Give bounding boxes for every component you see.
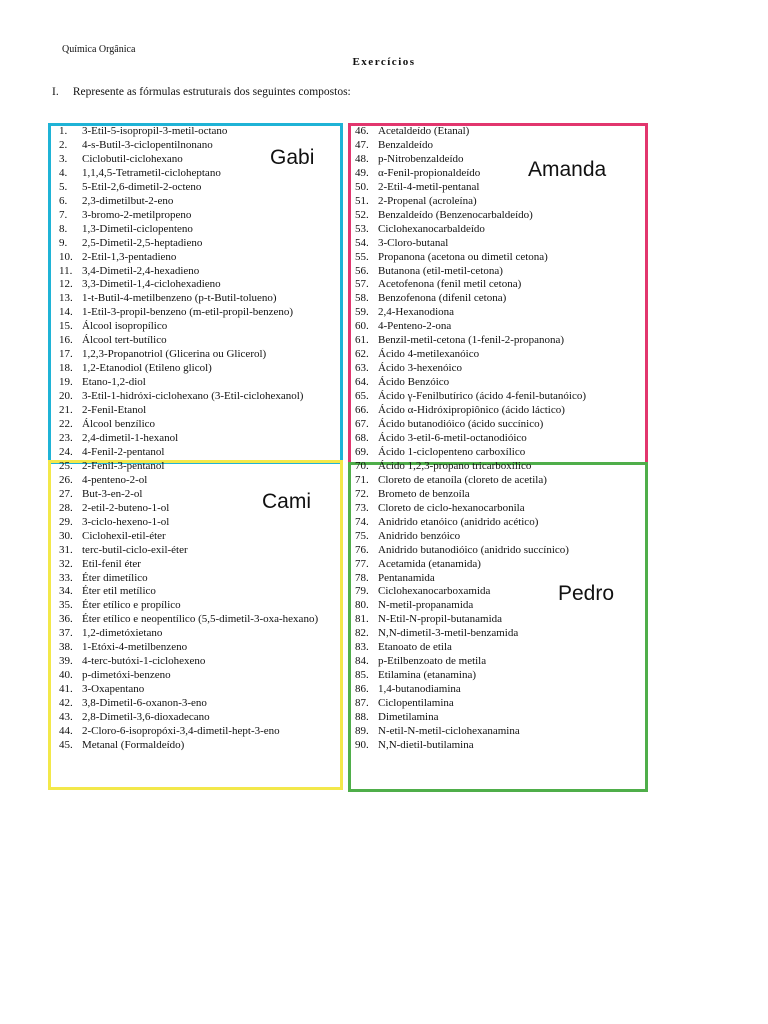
compound-number: 56.	[355, 264, 369, 277]
compound-number: 62.	[355, 348, 369, 361]
compound-name: 3-Etil-5-isopropil-3-metil-octano	[82, 125, 228, 137]
compound-number: 2.	[59, 138, 68, 151]
compound-name: 2,3-dimetilbut-2-eno	[82, 194, 174, 207]
compound-number: 1.	[59, 125, 68, 137]
compound-item	[59, 195, 339, 209]
compound-item	[59, 390, 339, 404]
compound-number: 3.	[59, 152, 68, 165]
compound-name: Pentanamida	[378, 571, 435, 584]
compound-number: 76.	[355, 543, 369, 556]
compound-number: 75.	[355, 529, 369, 542]
compound-number: 78.	[355, 571, 369, 584]
compound-item	[59, 572, 339, 586]
compound-number: 90.	[355, 738, 369, 751]
compound-item	[59, 530, 339, 544]
group-label-cami: Cami	[262, 490, 312, 513]
compound-item	[355, 209, 645, 223]
compound-item	[355, 572, 645, 586]
compound-number: 22.	[59, 418, 73, 431]
compound-item	[59, 613, 339, 627]
compound-item	[59, 669, 339, 683]
compound-number: 73.	[355, 501, 369, 514]
compound-number: 59.	[355, 306, 369, 319]
compound-item	[59, 432, 339, 446]
compound-name: Anidrido butanodióico (anidrido succínico)	[378, 543, 569, 556]
compound-number: 74.	[355, 515, 369, 528]
compound-name: 2-Propenal (acroleína)	[378, 194, 477, 207]
compound-item	[59, 292, 339, 306]
compound-number: 29.	[59, 515, 73, 528]
compound-number: 77.	[355, 557, 369, 570]
compound-item	[355, 460, 645, 474]
compound-number: 53.	[355, 222, 369, 235]
compound-number: 6.	[59, 194, 68, 207]
compound-number: 67.	[355, 418, 369, 431]
compound-item	[355, 292, 645, 306]
compound-number: 60.	[355, 320, 369, 333]
compound-number: 85.	[355, 669, 369, 682]
compound-name: 1-Etóxi-4-metilbenzeno	[82, 641, 188, 654]
compound-item	[59, 599, 339, 613]
compound-number: 34.	[59, 585, 73, 598]
compound-item	[355, 320, 645, 334]
compound-name: 4-penteno-2-ol	[82, 473, 148, 486]
compound-item	[59, 655, 339, 669]
compound-item	[59, 641, 339, 655]
compound-number: 49.	[355, 166, 369, 179]
compound-number: 17.	[59, 348, 73, 361]
compound-number: 32.	[59, 557, 73, 570]
compound-item	[59, 460, 339, 474]
compound-name: But-3-en-2-ol	[82, 487, 143, 500]
compound-name: 1,4-butanodiamina	[378, 683, 461, 696]
compound-name: Álcool isopropílico	[82, 320, 168, 333]
compound-item	[59, 558, 339, 572]
compound-number: 28.	[59, 501, 73, 514]
compound-number: 69.	[355, 445, 369, 458]
compound-number: 26.	[59, 473, 73, 486]
compound-number: 63.	[355, 362, 369, 375]
compound-name: p-Etilbenzoato de metila	[378, 655, 487, 668]
instruction	[52, 86, 351, 98]
compound-name: Metanal (Formaldeído)	[82, 738, 185, 751]
compound-name: p-dimetóxi-benzeno	[82, 669, 171, 682]
compound-item	[355, 237, 645, 251]
compound-item	[355, 544, 645, 558]
compound-name: 1,3-Dimetil-ciclopenteno	[82, 222, 193, 235]
compound-name: N,N-dietil-butilamina	[378, 738, 474, 751]
compound-number: 43.	[59, 711, 73, 724]
compound-item	[59, 474, 339, 488]
compound-item	[355, 251, 645, 265]
instruction-number: I.	[52, 86, 59, 98]
compound-number: 18.	[59, 362, 73, 375]
compound-number: 57.	[355, 278, 369, 291]
compound-item	[355, 739, 645, 753]
compound-name: Éter etil metílico	[82, 585, 156, 598]
compound-item	[355, 711, 645, 725]
compound-item	[59, 181, 339, 195]
compound-item	[355, 655, 645, 669]
compound-item	[355, 278, 645, 292]
compound-name: Ciclopentilamina	[378, 697, 454, 710]
compound-name: Propanona (acetona ou dimetil cetona)	[378, 250, 548, 263]
compound-item	[355, 446, 645, 460]
compound-name: Éter dimetílico	[82, 571, 148, 584]
subject-label: Química Orgânica	[62, 44, 136, 55]
compound-item	[355, 167, 645, 181]
compound-number: 41.	[59, 683, 73, 696]
compound-number: 45.	[59, 738, 73, 751]
compound-item	[355, 558, 645, 572]
compound-number: 51.	[355, 194, 369, 207]
compound-name: Ácido α-Hidróxipropiônico (ácido láctico)	[378, 404, 565, 417]
compound-item	[355, 362, 645, 376]
compound-item	[59, 139, 339, 153]
compound-name: 1,2-dimetóxietano	[82, 627, 163, 640]
compound-name: 4-terc-butóxi-1-ciclohexeno	[82, 655, 206, 668]
compound-name: Etil-fenil éter	[82, 557, 141, 570]
compound-number: 86.	[355, 683, 369, 696]
compound-item	[59, 362, 339, 376]
compound-name: 1,2-Etanodiol (Etileno glicol)	[82, 362, 212, 375]
group-label-amanda: Amanda	[528, 158, 607, 181]
compound-name: Acetaldeído (Etanal)	[378, 125, 470, 137]
compound-number: 84.	[355, 655, 369, 668]
compound-item	[59, 251, 339, 265]
compound-name: 2,4-dimetil-1-hexanol	[82, 431, 179, 444]
compound-item	[355, 641, 645, 655]
compound-item	[355, 153, 645, 167]
compound-item	[59, 320, 339, 334]
compound-name: 2,5-Dimetil-2,5-heptadieno	[82, 236, 203, 249]
compound-name: Ácido butanodióico (ácido succínico)	[378, 418, 544, 431]
compound-number: 71.	[355, 473, 369, 486]
compound-item	[59, 237, 339, 251]
compound-list-right	[355, 125, 645, 753]
compound-name: p-Nitrobenzaldeído	[378, 152, 464, 165]
compound-item	[355, 585, 645, 599]
compound-item	[59, 209, 339, 223]
compound-name: Butanona (etil-metil-cetona)	[378, 264, 503, 277]
compound-name: N-etil-N-metil-ciclohexanamina	[378, 724, 520, 737]
compound-item	[59, 725, 339, 739]
compound-name: 2-Etil-1,3-pentadieno	[82, 250, 177, 263]
compound-name: 3-Cloro-butanal	[378, 236, 449, 249]
compound-number: 46.	[355, 125, 369, 137]
compound-name: 2-Etil-4-metil-pentanal	[378, 180, 480, 193]
compound-number: 48.	[355, 152, 369, 165]
compound-name: Ciclohexanocarbaldeído	[378, 222, 485, 235]
compound-name: Ácido Benzóico	[378, 376, 450, 389]
compound-item	[59, 516, 339, 530]
compound-number: 36.	[59, 613, 73, 626]
compound-number: 40.	[59, 669, 73, 682]
compound-number: 58.	[355, 292, 369, 305]
compound-item	[355, 306, 645, 320]
compound-item	[355, 139, 645, 153]
compound-name: Cloreto de ciclo-hexanocarbonila	[378, 501, 525, 514]
compound-name: Anidrido benzóico	[378, 529, 461, 542]
compound-number: 33.	[59, 571, 73, 584]
compound-name: 3,8-Dimetil-6-oxanon-3-eno	[82, 697, 207, 710]
compound-item	[59, 278, 339, 292]
compound-item	[59, 404, 339, 418]
compound-number: 8.	[59, 222, 68, 235]
compound-item	[355, 265, 645, 279]
compound-name: 2-Fenil-Etanol	[82, 404, 147, 417]
compound-name: 3-bromo-2-metilpropeno	[82, 208, 192, 221]
compound-item	[59, 739, 339, 753]
compound-name: 4-s-Butil-3-ciclopentilnonano	[82, 138, 213, 151]
compound-item	[355, 683, 645, 697]
compound-number: 81.	[355, 613, 369, 626]
compound-number: 50.	[355, 180, 369, 193]
compound-name: 4-Fenil-2-pentanol	[82, 445, 165, 458]
compound-number: 14.	[59, 306, 73, 319]
compound-item	[59, 376, 339, 390]
compound-name: Anidrido etanóico (anidrido acético)	[378, 515, 539, 528]
compound-item	[355, 669, 645, 683]
compound-name: N,N-dimetil-3-metil-benzamida	[378, 627, 519, 640]
compound-name: 2,8-Dimetil-3,6-dioxadecano	[82, 711, 210, 724]
compound-item	[59, 446, 339, 460]
compound-number: 11.	[59, 264, 73, 277]
compound-number: 65.	[355, 390, 369, 403]
compound-name: Acetofenona (fenil metil cetona)	[378, 278, 522, 291]
compound-name: 2-etil-2-buteno-1-ol	[82, 501, 170, 514]
compound-item	[355, 390, 645, 404]
compound-number: 87.	[355, 697, 369, 710]
compound-number: 79.	[355, 585, 369, 598]
compound-name: 2-Cloro-6-isopropóxi-3,4-dimetil-hept-3-eno	[82, 724, 280, 737]
compound-name: Álcool benzílico	[82, 418, 156, 431]
compound-item	[59, 502, 339, 516]
compound-item	[355, 376, 645, 390]
compound-item	[59, 683, 339, 697]
compound-number: 82.	[355, 627, 369, 640]
compound-name: Éter etílico e propílico	[82, 599, 181, 612]
compound-number: 66.	[355, 404, 369, 417]
compound-name: 5-Etil-2,6-dimetil-2-octeno	[82, 180, 202, 193]
compound-name: Etano-1,2-diol	[82, 376, 146, 389]
compound-item	[355, 223, 645, 237]
compound-number: 80.	[355, 599, 369, 612]
compound-item	[59, 697, 339, 711]
compound-name: Ciclohexanocarboxamida	[378, 585, 491, 598]
compound-number: 54.	[355, 236, 369, 249]
compound-number: 24.	[59, 445, 73, 458]
compound-name: 2-Fenil-3-pentanol	[82, 459, 165, 472]
compound-name: Ácido 3-etil-6-metil-octanodióico	[378, 431, 527, 444]
compound-name: Ácido 4-metilexanóico	[378, 348, 480, 361]
compound-item	[355, 516, 645, 530]
compound-name: terc-butil-ciclo-exil-éter	[82, 543, 188, 556]
compound-name: Etilamina (etanamina)	[378, 669, 477, 682]
compound-name: 1,2,3-Propanotriol (Glicerina ou Glicerol)	[82, 348, 267, 361]
compound-name: N-Etil-N-propil-butanamida	[378, 613, 503, 626]
compound-item	[59, 627, 339, 641]
compound-name: 1,1,4,5-Tetrametil-cicloheptano	[82, 166, 221, 179]
compound-item	[59, 585, 339, 599]
compound-item	[59, 306, 339, 320]
compound-number: 52.	[355, 208, 369, 221]
compound-name: 3-ciclo-hexeno-1-ol	[82, 515, 170, 528]
compound-item	[355, 125, 645, 139]
compound-number: 68.	[355, 431, 369, 444]
compound-number: 10.	[59, 250, 73, 263]
compound-number: 5.	[59, 180, 68, 193]
compound-name: Benzil-metil-cetona (1-fenil-2-propanona)	[378, 334, 565, 347]
compound-name: 3,4-Dimetil-2,4-hexadieno	[82, 264, 200, 277]
compound-number: 31.	[59, 543, 73, 556]
compound-list-left	[59, 125, 339, 753]
compound-item	[355, 432, 645, 446]
compound-name: Ácido γ-Fenilbutírico (ácido 4-fenil-butanóico)	[378, 390, 586, 403]
compound-number: 70.	[355, 459, 369, 472]
compound-item	[355, 418, 645, 432]
compound-number: 25.	[59, 459, 73, 472]
compound-name: 4-Penteno-2-ona	[378, 320, 452, 333]
compound-item	[59, 488, 339, 502]
compound-item	[355, 334, 645, 348]
compound-number: 39.	[59, 655, 73, 668]
compound-number: 23.	[59, 431, 73, 444]
compound-item	[59, 348, 339, 362]
compound-number: 19.	[59, 376, 73, 389]
compound-number: 16.	[59, 334, 73, 347]
compound-name: Dimetilamina	[378, 711, 439, 724]
compound-number: 89.	[355, 724, 369, 737]
compound-name: Ciclohexil-etil-éter	[82, 529, 166, 542]
compound-item	[355, 530, 645, 544]
compound-item	[59, 167, 339, 181]
compound-number: 61.	[355, 334, 369, 347]
compound-item	[59, 125, 339, 139]
compound-name: Benzaldeído	[378, 138, 433, 151]
compound-item	[355, 181, 645, 195]
compound-number: 20.	[59, 390, 73, 403]
compound-item	[355, 599, 645, 613]
compound-number: 4.	[59, 166, 68, 179]
page-title: Exercícios	[352, 56, 416, 68]
compound-name: 3-Oxapentano	[82, 683, 145, 696]
compound-item	[355, 697, 645, 711]
instruction-text: Represente as fórmulas estruturais dos seguintes compostos:	[72, 86, 351, 98]
compound-name: Éter etílico e neopentílico (5,5-dimetil-3-oxa-hexano)	[82, 613, 319, 626]
compound-item	[59, 153, 339, 167]
compound-number: 55.	[355, 250, 369, 263]
compound-number: 37.	[59, 627, 73, 640]
compound-number: 38.	[59, 641, 73, 654]
compound-item	[355, 404, 645, 418]
compound-number: 44.	[59, 724, 73, 737]
compound-name: 1-t-Butil-4-metilbenzeno (p-t-Butil-tolueno)	[82, 292, 277, 305]
compound-name: Ácido 3-hexenóico	[378, 362, 462, 375]
compound-number: 7.	[59, 208, 68, 221]
compound-item	[355, 725, 645, 739]
compound-number: 13.	[59, 292, 73, 305]
compound-number: 27.	[59, 487, 73, 500]
group-label-pedro: Pedro	[558, 582, 615, 605]
compound-number: 12.	[59, 278, 73, 291]
compound-name: α-Fenil-propionaldeído	[378, 166, 481, 179]
compound-number: 42.	[59, 697, 73, 710]
compound-number: 72.	[355, 487, 369, 500]
compound-item	[355, 502, 645, 516]
compound-name: Ciclobutil-ciclohexano	[82, 152, 183, 165]
compound-item	[355, 474, 645, 488]
compound-number: 47.	[355, 138, 369, 151]
compound-number: 88.	[355, 711, 369, 724]
compound-number: 9.	[59, 236, 68, 249]
compound-name: Acetamida (etanamida)	[378, 557, 481, 570]
compound-name: Ácido 1,2,3-propano tricarboxílico	[378, 459, 532, 472]
compound-item	[59, 544, 339, 558]
compound-item	[355, 613, 645, 627]
compound-name: Brometo de benzoíla	[378, 487, 470, 500]
compound-name: Álcool tert-butílico	[82, 334, 167, 347]
compound-item	[59, 418, 339, 432]
compound-name: 3-Etil-1-hidróxi-ciclohexano (3-Etil-ciclohexanol)	[82, 390, 304, 403]
compound-item	[355, 195, 645, 209]
compound-item	[355, 627, 645, 641]
compound-number: 83.	[355, 641, 369, 654]
group-label-gabi: Gabi	[270, 146, 315, 169]
compound-name: Cloreto de etanoíla (cloreto de acetila)	[378, 473, 547, 486]
compound-name: Etanoato de etila	[378, 641, 452, 654]
compound-item	[355, 348, 645, 362]
compound-name: Ácido 1-ciclopenteno carboxílico	[378, 445, 526, 458]
compound-name: 2,4-Hexanodiona	[378, 306, 455, 319]
compound-number: 35.	[59, 599, 73, 612]
compound-number: 30.	[59, 529, 73, 542]
compound-name: 3,3-Dimetil-1,4-ciclohexadieno	[82, 278, 221, 291]
compound-name: Benzaldeído (Benzenocarbaldeído)	[378, 208, 533, 221]
compound-name: N-metil-propanamida	[378, 599, 474, 612]
compound-number: 15.	[59, 320, 73, 333]
compound-item	[59, 223, 339, 237]
compound-item	[59, 334, 339, 348]
compound-item	[355, 488, 645, 502]
compound-number: 64.	[355, 376, 369, 389]
compound-name: Benzofenona (difenil cetona)	[378, 292, 507, 305]
compound-number: 21.	[59, 404, 73, 417]
compound-item	[59, 265, 339, 279]
compound-name: 1-Etil-3-propil-benzeno (m-etil-propil-benzeno)	[82, 306, 294, 319]
compound-item	[59, 711, 339, 725]
